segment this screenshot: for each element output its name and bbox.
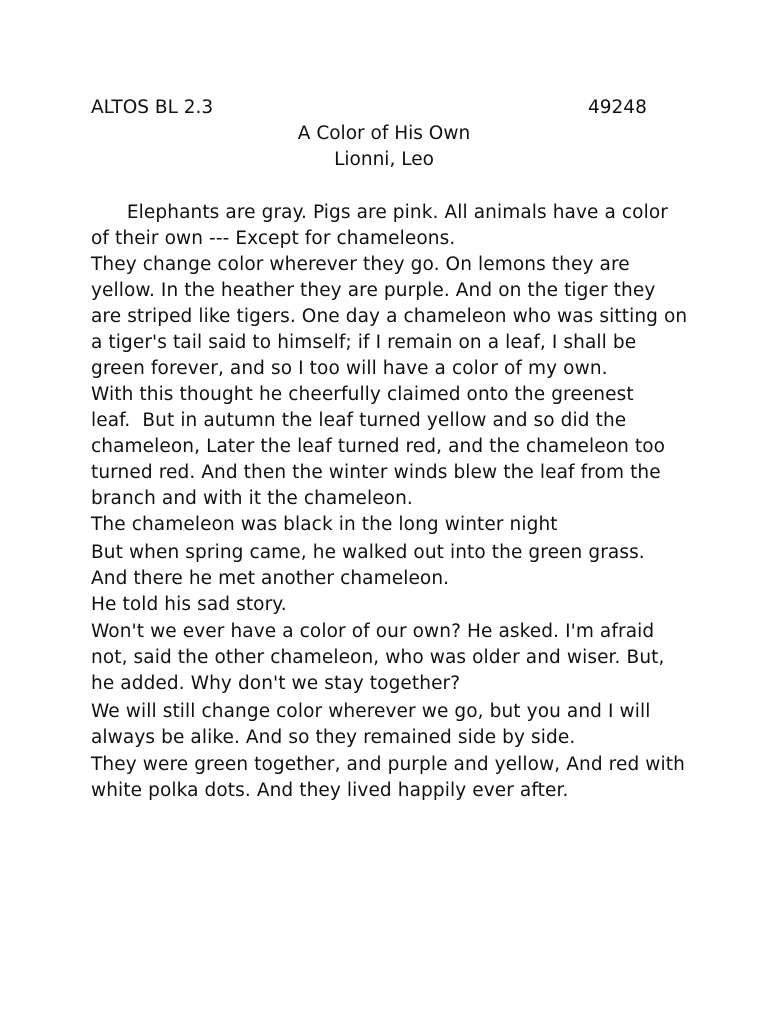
story-line: He told his sad story. xyxy=(91,594,287,615)
story-line: Elephants are gray. Pigs are pink. All animals have a color xyxy=(91,202,668,223)
story-line: not, said the other chameleon, who was older and wiser. But, xyxy=(91,647,665,668)
story-line: leaf. But in autumn the leaf turned yellow and so did the xyxy=(91,410,627,431)
story-line: With this thought he cheerfully claimed onto the greenest xyxy=(91,384,634,405)
story-line: chameleon, Later the leaf turned red, and the chameleon too xyxy=(91,436,666,457)
story-line: yellow. In the heather they are purple. And on the tiger they xyxy=(91,280,656,301)
quiz-number: 49248 xyxy=(588,97,647,118)
story-line: The chameleon was black in the long winter night xyxy=(91,514,558,535)
story-line: But when spring came, he walked out into the green grass. xyxy=(91,542,645,563)
story-line: They change color wherever they go. On lemons they are xyxy=(91,254,630,275)
story-line: And there he met another chameleon. xyxy=(91,568,450,589)
story-line: he added. Why don't we stay together? xyxy=(91,673,461,694)
story-line: of their own --- Except for chameleons. xyxy=(91,228,456,249)
story-line: a tiger's tail said to himself; if I remain on a leaf, I shall be xyxy=(91,332,637,353)
story-line: are striped like tigers. One day a chameleon who was sitting on xyxy=(91,306,688,327)
story-line: branch and with it the chameleon. xyxy=(91,488,413,509)
story-line: always be alike. And so they remained side by side. xyxy=(91,727,576,748)
book-title: A Color of His Own xyxy=(297,123,471,144)
book-author: Lionni, Leo xyxy=(334,149,434,170)
story-line: They were green together, and purple and yellow, And red with xyxy=(91,754,685,775)
book-level: ALTOS BL 2.3 xyxy=(91,97,214,118)
story-line: turned red. And then the winter winds blew the leaf from the xyxy=(91,462,661,483)
story-line: white polka dots. And they lived happily ever after. xyxy=(91,780,569,801)
story-line: green forever, and so I too will have a color of my own. xyxy=(91,358,608,379)
story-line: Won't we ever have a color of our own? He asked. I'm afraid xyxy=(91,621,655,642)
story-line: We will still change color wherever we go, but you and I will xyxy=(91,701,651,722)
